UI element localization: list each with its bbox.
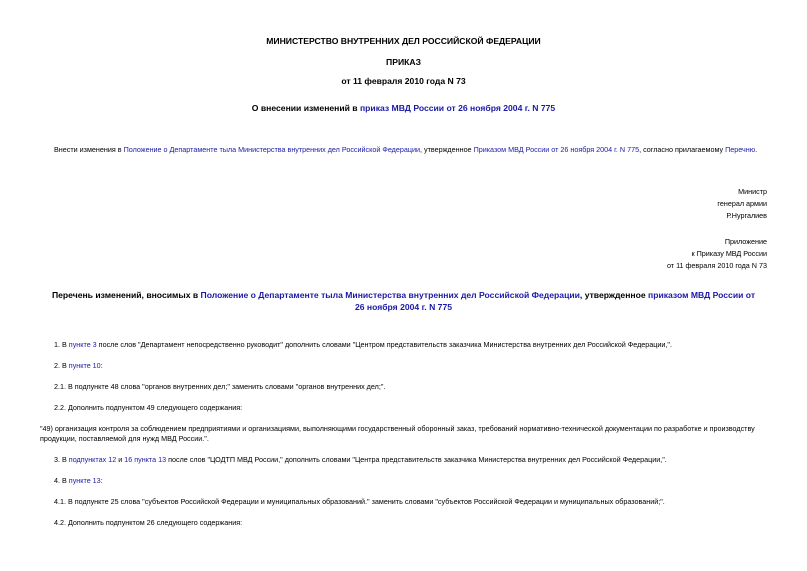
signature-name: Р.Нургалиев xyxy=(726,211,767,220)
item-1-point3-link[interactable]: пункте 3 xyxy=(68,340,97,349)
doc-type: ПРИКАЗ xyxy=(386,57,421,67)
ministry-title: МИНИСТЕРСТВО ВНУТРЕННИХ ДЕЛ РОССИЙСКОЙ ФЕДЕРАЦИИ xyxy=(266,36,541,46)
item-3-point13-link[interactable]: 16 пункта 13 xyxy=(124,455,167,464)
list-item: 4.2. Дополнить подпунктом 26 следующего содержания: xyxy=(54,518,243,527)
quote-line-1: "49) организация контроля за соблюдением предприятиями и организациями, выполняющими государственный оборонный заказ, требований нормативно-технической документации по разработке и производству xyxy=(40,424,755,433)
item-4-text-a: 4. В xyxy=(54,476,69,485)
item-4-point13-link[interactable]: пункте 13 xyxy=(68,476,101,485)
list-item: 4.1. В подпункте 25 слова "субъектов Российской Федерации и муниципальных образований." заменить словами "субъектов Российской Федерации и муниципальных образований;". xyxy=(54,497,665,506)
list-item xyxy=(54,361,103,371)
intro-text-2: , утвержденное xyxy=(420,145,474,154)
doc-subject-prefix: О внесении изменений в xyxy=(251,103,360,113)
list-heading xyxy=(20,289,787,313)
appendix-date: от 11 февраля 2010 года N 73 xyxy=(666,261,767,270)
item-2-point10-link[interactable]: пункте 10 xyxy=(68,361,101,370)
list-heading-order-link-2[interactable]: 26 ноября 2004 г. N 775 xyxy=(354,302,453,312)
list-heading-line2 xyxy=(20,301,787,313)
list-item xyxy=(54,476,103,486)
signature-rank: генерал армии xyxy=(717,199,767,208)
item-1-text-a: 1. В xyxy=(54,340,69,349)
list-item: 2.2. Дополнить подпунктом 49 следующего содержания: xyxy=(54,403,243,412)
item-3-text-c: после слов "ЦОДТП МВД России," дополнить словами "Центра представительств заказчика Министерства внутренних дел Российской Федерации,". xyxy=(166,455,667,464)
item-3-subpoint12-link[interactable]: подпунктах 12 xyxy=(68,455,117,464)
order-775-link[interactable]: Приказом МВД России от 26 ноября 2004 г. N 775 xyxy=(473,145,640,154)
signature-position: Министр xyxy=(738,187,767,196)
intro-text-4: . xyxy=(755,145,758,154)
list-heading-regulation-link[interactable]: Положение о Департаменте тыла Министерства внутренних дел Российской Федерации xyxy=(200,290,580,300)
list-heading-order-link[interactable]: приказом МВД России от xyxy=(648,290,756,300)
item-4-text-b: : xyxy=(100,476,103,485)
quote-paragraph xyxy=(40,424,776,444)
item-1-text-b: после слов "Департамент непосредственно руководит" дополнить словами "Центром представительств заказчика Министерства внутренних дел Российской Федерации,". xyxy=(96,340,672,349)
intro-paragraph xyxy=(54,145,757,155)
appendix-label: Приложение xyxy=(724,237,767,246)
intro-text-3: , согласно прилагаемому xyxy=(639,145,726,154)
list-heading-line1 xyxy=(20,289,787,301)
list-item: 2.1. В подпункте 48 слова "органов внутренних дел;" заменить словами "органов внутренних дел;". xyxy=(54,382,386,391)
doc-subject xyxy=(0,103,807,114)
list-heading-text-2: , утвержденное xyxy=(579,290,649,300)
doc-date-number: от 11 февраля 2010 года N 73 xyxy=(341,76,466,86)
item-2-text-a: 2. В xyxy=(54,361,69,370)
signature-block xyxy=(717,186,767,222)
item-2-text-b: : xyxy=(100,361,103,370)
regulation-link[interactable]: Положение о Департаменте тыла Министерства внутренних дел Российской Федерации xyxy=(123,145,421,154)
list-link[interactable]: Перечню xyxy=(725,145,756,154)
quote-line-2: продукции, поставляемой для нужд МВД России.". xyxy=(40,434,209,443)
list-heading-text-1: Перечень изменений, вносимых в xyxy=(51,290,201,300)
subject-order-link[interactable]: приказ МВД России от 26 ноября 2004 г. N 775 xyxy=(359,103,556,113)
list-item xyxy=(54,455,667,465)
intro-text-1: Внести изменения в xyxy=(54,145,124,154)
item-3-text-b: и xyxy=(116,455,125,464)
item-3-text-a: 3. В xyxy=(54,455,69,464)
list-item xyxy=(54,340,672,350)
appendix-order: к Приказу МВД России xyxy=(691,249,767,258)
appendix-block xyxy=(667,236,767,272)
